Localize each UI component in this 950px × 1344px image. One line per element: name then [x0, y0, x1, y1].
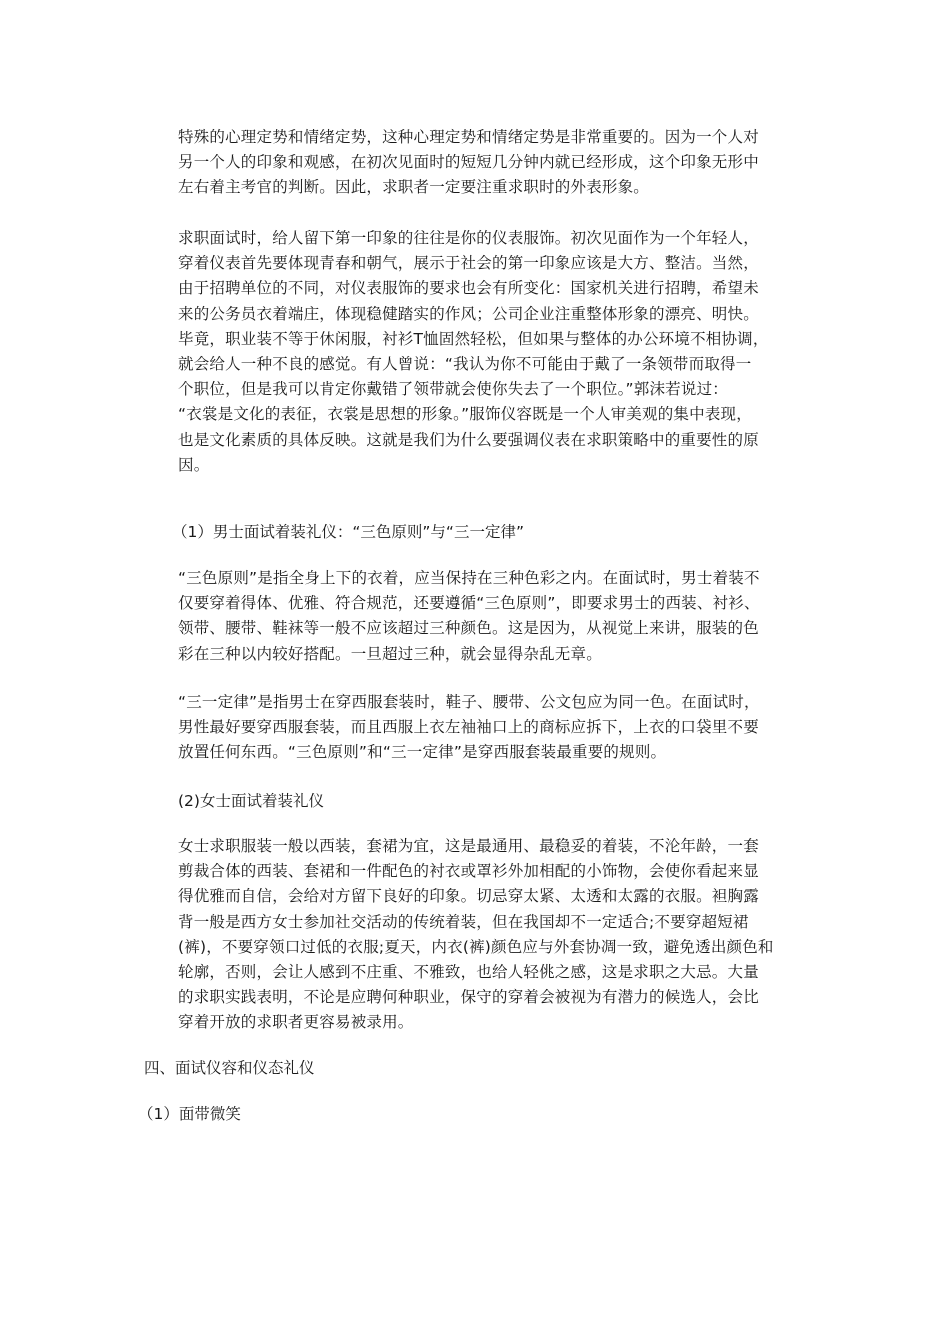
paragraph-three-one-rule [178, 690, 810, 766]
text-line: “三一定律”是指男士在穿西服套装时，鞋子、腰带、公文包应为同一色。在面试时， [178, 693, 760, 711]
text-line: 求职面试时，给人留下第一印象的往往是你的仪表服饰。初次见面作为一个年轻人， [178, 229, 759, 247]
text-line: 背一般是西方女士参加社交活动的传统着装，但在我国却不一定适合;不要穿超短裙 [178, 912, 749, 931]
text-line: 另一个人的印象和观感，在初次见面时的短短几分钟内就已经形成，这个印象无形中 [178, 153, 759, 172]
text-line: 个职位，但是我可以肯定你戴错了领带就会使你失去了一个职位。”郭沫若说过： [178, 380, 728, 399]
text-line: 女士求职服装一般以西装，套裙为宜，这是最通用、最稳妥的着装，不沦年龄，一套 [178, 837, 759, 855]
text-line: 也是文化素质的具体反映。这就是我们为什么要强调仪表在求职策略中的重要性的原 [178, 430, 759, 449]
text-line: “三色原则”是指全身上下的衣着，应当保持在三种色彩之内。在面试时，男士着装不 [178, 569, 760, 587]
text-line: 因。 [178, 455, 210, 474]
paragraph-appearance [178, 226, 810, 478]
paragraph-first-impression-intro [178, 125, 810, 201]
text-line: 放置任何东西。“三色原则”和“三一定律”是穿西服套装最重要的规则。 [178, 743, 667, 762]
text-line: 剪裁合体的西装、套裙和一件配色的衬衣或罩衫外加相配的小饰物，会使你看起来显 [178, 862, 759, 881]
text-line: 特殊的心理定势和情绪定势，这种心理定势和情绪定势是非常重要的。因为一个人对 [178, 128, 759, 146]
text-line: 毕竟，职业装不等于休闲服，衬衫T恤固然轻松，但如果与整体的办公环境不相协调， [178, 329, 769, 348]
text-line: 轮廓，否则，会让人感到不庄重、不雅致，也给人轻佻之感，这是求职之大忌。大量 [178, 963, 759, 982]
text-line: 左右着主考官的判断。因此，求职者一定要注重求职时的外表形象。 [178, 178, 650, 197]
text-line: 由于招聘单位的不同，对仪表服饰的要求也会有所变化：国家机关进行招聘，希望未 [178, 279, 759, 298]
text-line: 穿着仪表首先要体现青春和朝气，展示于社会的第一印象应该是大方、整洁。当然， [178, 254, 759, 273]
text-line: (裤)，不要穿领口过低的衣服;夏天，内衣(裤)颜色应与外套协凋一致，避免透出颜色和 [178, 937, 774, 956]
text-line: 的求职实践表明，不论是应聘何种职业，保守的穿着会被视为有潜力的候选人，会比 [178, 988, 759, 1007]
text-line: 来的公务员衣着端庄，体现稳健踏实的作风；公司企业注重整体形象的漂亮、明快。 [178, 304, 759, 323]
section-title-etiquette: 四、面试仪容和仪态礼仪 [144, 1059, 315, 1077]
text-line: 就会给人一种不良的感觉。有人曾说：“我认为你不可能由于戴了一条领带而取得一 [178, 355, 752, 374]
text-line: “衣裳是文化的表征，衣裳是思想的形象。”服饰仪容既是一个人审美观的集中表现， [178, 405, 752, 424]
paragraph-women-attire [178, 834, 810, 1036]
text-line: 仅要穿着得体、优雅、符合规范，还要遵循“三色原则”，即要求男士的西装、衬衫、 [178, 594, 760, 613]
text-line: 穿着开放的求职者更容易被录用。 [178, 1013, 414, 1032]
heading-men-attire: （1）男士面试着装礼仪：“三色原则”与“三一定律” [172, 523, 524, 541]
text-line: 得优雅而自信，会给对方留下良好的印象。切忌穿太紧、太透和太露的衣服。袒胸露 [178, 887, 759, 906]
paragraph-three-color-rule [178, 566, 810, 667]
heading-women-attire: (2)女士面试着装礼仪 [178, 792, 324, 810]
text-line: 彩在三种以内较好搭配。一旦超过三种，就会显得杂乱无章。 [178, 644, 602, 663]
text-line: 领带、腰带、鞋袜等一般不应该超过三种颜色。这是因为，从视觉上来讲，服装的色 [178, 619, 759, 638]
text-line: 男性最好要穿西服套装，而且西服上衣左袖袖口上的商标应拆下，上衣的口袋里不要 [178, 718, 759, 737]
heading-smile: （1）面带微笑 [138, 1105, 241, 1123]
